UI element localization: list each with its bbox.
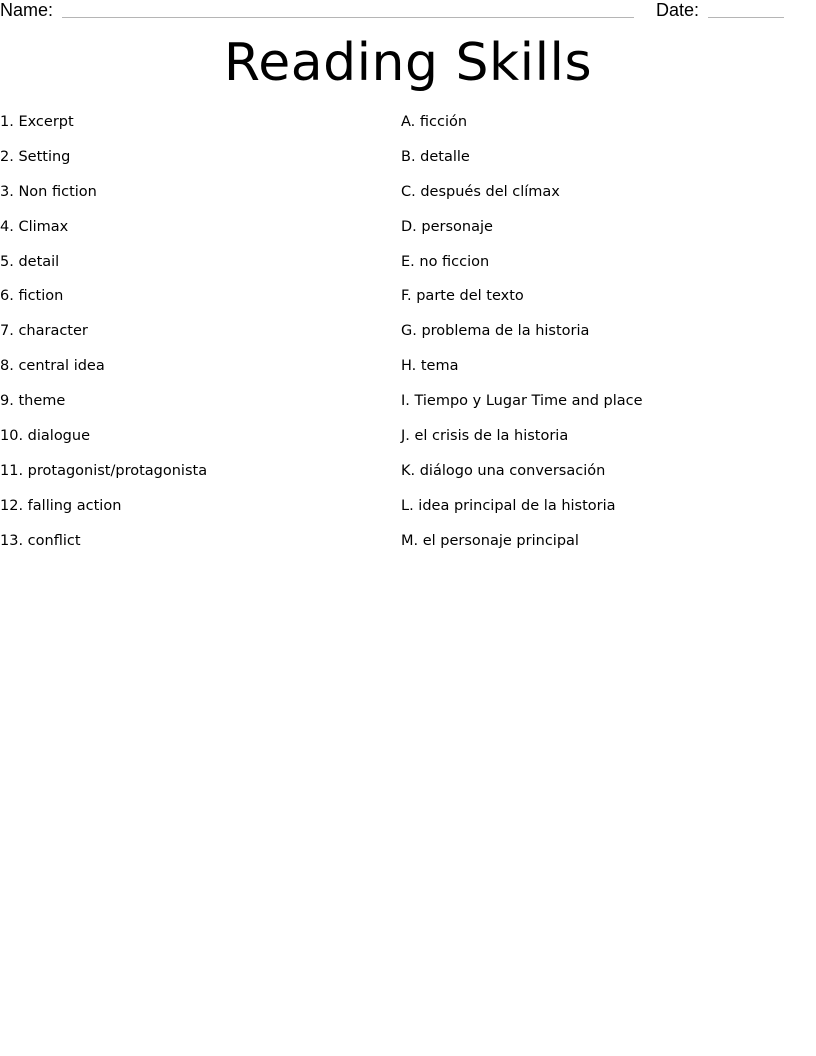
definition-item: M. el personaje principal (401, 532, 579, 549)
term-item: 12. falling action (0, 497, 122, 514)
page-title: Reading Skills (223, 33, 593, 93)
term-item: 4. Climax (0, 218, 69, 235)
definition-item: B. detalle (401, 148, 470, 165)
term-item: 5. detail (0, 253, 60, 270)
term-item: 6. fiction (0, 288, 64, 305)
definitions-list (401, 110, 811, 564)
term-item: 7. character (0, 323, 88, 340)
term-item: 8. central idea (0, 358, 105, 375)
terms-list (0, 110, 390, 564)
definition-item: C. después del clímax (401, 183, 560, 200)
definition-item: K. diálogo una conversación (401, 462, 606, 479)
term-item: 10. dialogue (0, 428, 91, 445)
name-label: Name: (0, 0, 54, 20)
definition-item: G. problema de la historia (401, 323, 590, 340)
definition-item: A. ficción (401, 114, 468, 130)
definition-item: E. no ficcion (401, 253, 490, 270)
definition-item: H. tema (401, 358, 459, 375)
definition-item: I. Tiempo y Lugar Time and place (401, 393, 643, 410)
term-item: 3. Non fiction (0, 183, 97, 200)
definition-item: L. idea principal de la historia (401, 497, 616, 514)
definition-item: D. personaje (401, 218, 493, 235)
term-item: 13. conflict (0, 532, 81, 549)
term-item: 11. protagonist/protagonista (0, 462, 208, 479)
date-blank-line (708, 17, 784, 18)
definition-item: J. el crisis de la historia (401, 428, 569, 445)
term-item: 1. Excerpt (0, 114, 74, 130)
worksheet-header (0, 0, 816, 24)
term-item: 2. Setting (0, 148, 71, 165)
date-label: Date: (656, 0, 700, 20)
term-item: 9. theme (0, 393, 66, 410)
name-blank-line (62, 17, 634, 18)
definition-item: F. parte del texto (401, 288, 524, 305)
